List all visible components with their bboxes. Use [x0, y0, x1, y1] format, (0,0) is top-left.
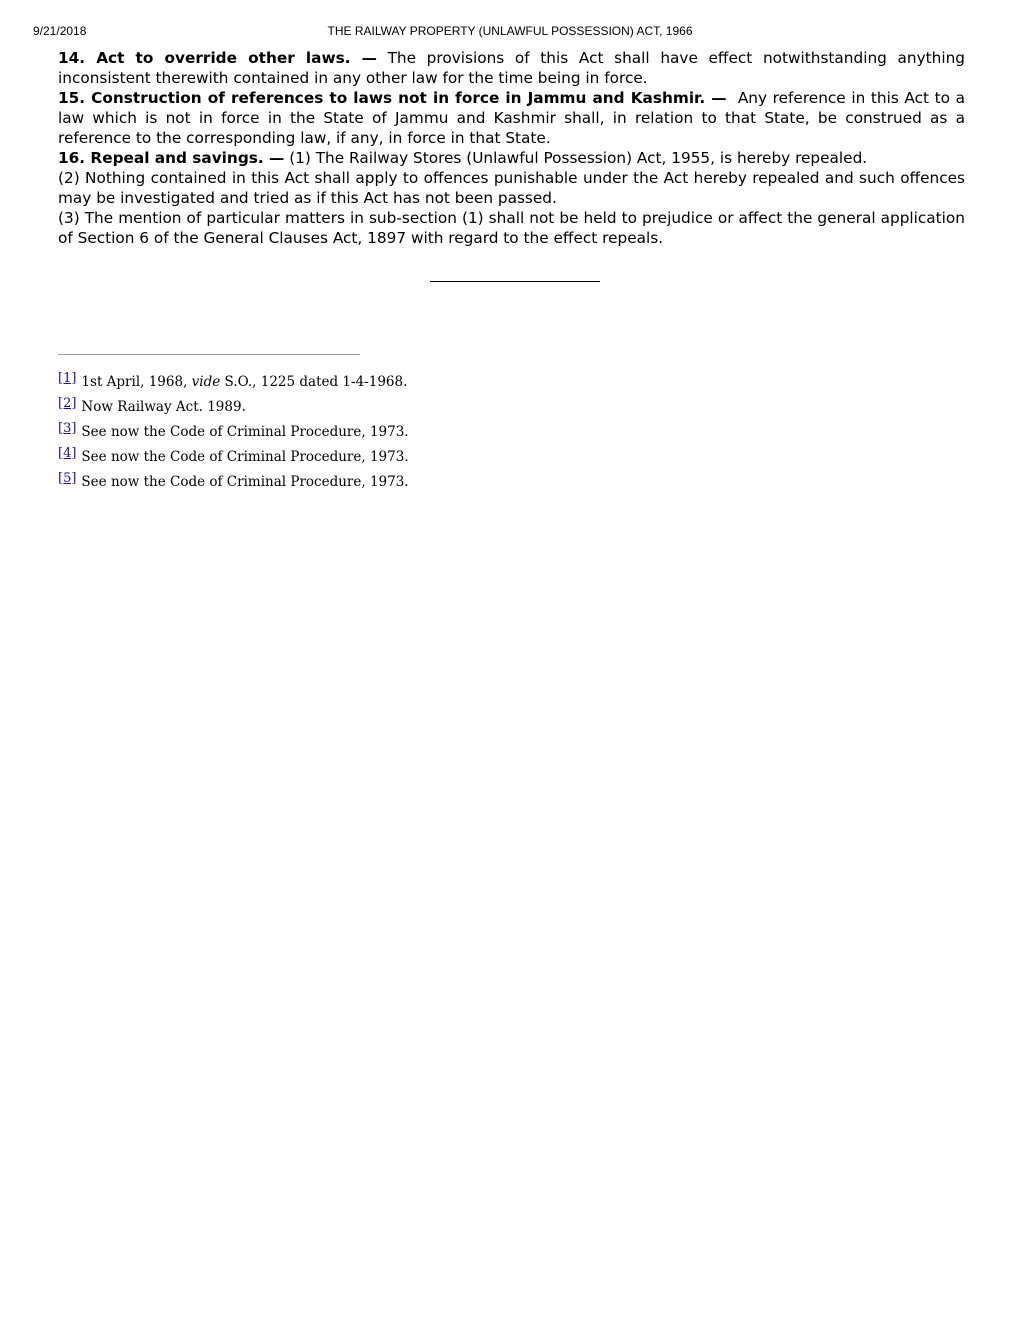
document-title: THE RAILWAY PROPERTY (UNLAWFUL POSSESSION) ACT, 1966 — [327, 24, 693, 38]
footnote-4-text: See now the Code of Criminal Procedure, 1973. — [81, 449, 409, 465]
section-16-subsection-2: (2) Nothing contained in this Act shall apply to offences punishable under the Act hereby repealed and such offences may be investigated and tried as if this Act has not been passed. — [58, 169, 965, 207]
footnote-1-text: 1st April, 1968, — [81, 374, 192, 390]
footnote-4-link[interactable]: [4] — [58, 446, 77, 461]
section-16 — [58, 148, 965, 168]
footnote-3-link[interactable]: [3] — [58, 421, 77, 436]
footnote-1 — [58, 366, 758, 391]
section-15-text: Any reference in this Act to a law which is not in force in the State of Jammu and Kashmir shall, in relation to that State, be construed as a reference to the corresponding law, if any, in force in that State. — [58, 89, 965, 147]
footnote-2-link[interactable]: [2] — [58, 396, 77, 411]
footnotes — [58, 366, 758, 491]
footnote-2-text: Now Railway Act. 1989. — [81, 399, 246, 415]
section-16-subsection-3: (3) The mention of particular matters in sub-section (1) shall not be held to prejudice or affect the general application of Section 6 of the General Clauses Act, 1897 with regard to the effect repeals. — [58, 209, 965, 247]
footnote-4 — [58, 441, 758, 466]
section-15 — [58, 88, 965, 148]
footnote-divider — [58, 354, 360, 355]
footnote-1-italic: vide — [191, 374, 221, 390]
footnote-5-link[interactable]: [5] — [58, 471, 77, 486]
footnote-5-text: See now the Code of Criminal Procedure, 1973. — [81, 474, 409, 490]
footnote-1-link[interactable]: [1] — [58, 371, 77, 386]
footnote-3 — [58, 416, 758, 441]
end-of-text-rule — [430, 281, 600, 282]
section-16-heading: 16. Repeal and savings. — — [58, 149, 285, 167]
section-16-text: (1) The Railway Stores (Unlawful Possession) Act, 1955, is hereby repealed. — [289, 149, 868, 167]
footnote-5 — [58, 466, 758, 491]
section-14-text: The provisions of this Act shall have effect notwithstanding anything inconsistent therewith contained in any other law for the time being in force. — [58, 49, 965, 87]
section-14-heading: 14. Act to override other laws. — — [58, 49, 377, 67]
footnote-2 — [58, 391, 758, 416]
footnote-1-text-end: S.O., 1225 dated 1-4-1968. — [220, 374, 408, 390]
act-content — [58, 48, 965, 248]
section-15-heading: 15. Construction of references to laws not in force in Jammu and Kashmir. — — [58, 89, 727, 107]
footnote-3-text: See now the Code of Criminal Procedure, 1973. — [81, 424, 409, 440]
section-14 — [58, 48, 965, 88]
print-header — [33, 24, 987, 40]
print-date: 9/21/2018 — [33, 24, 87, 38]
